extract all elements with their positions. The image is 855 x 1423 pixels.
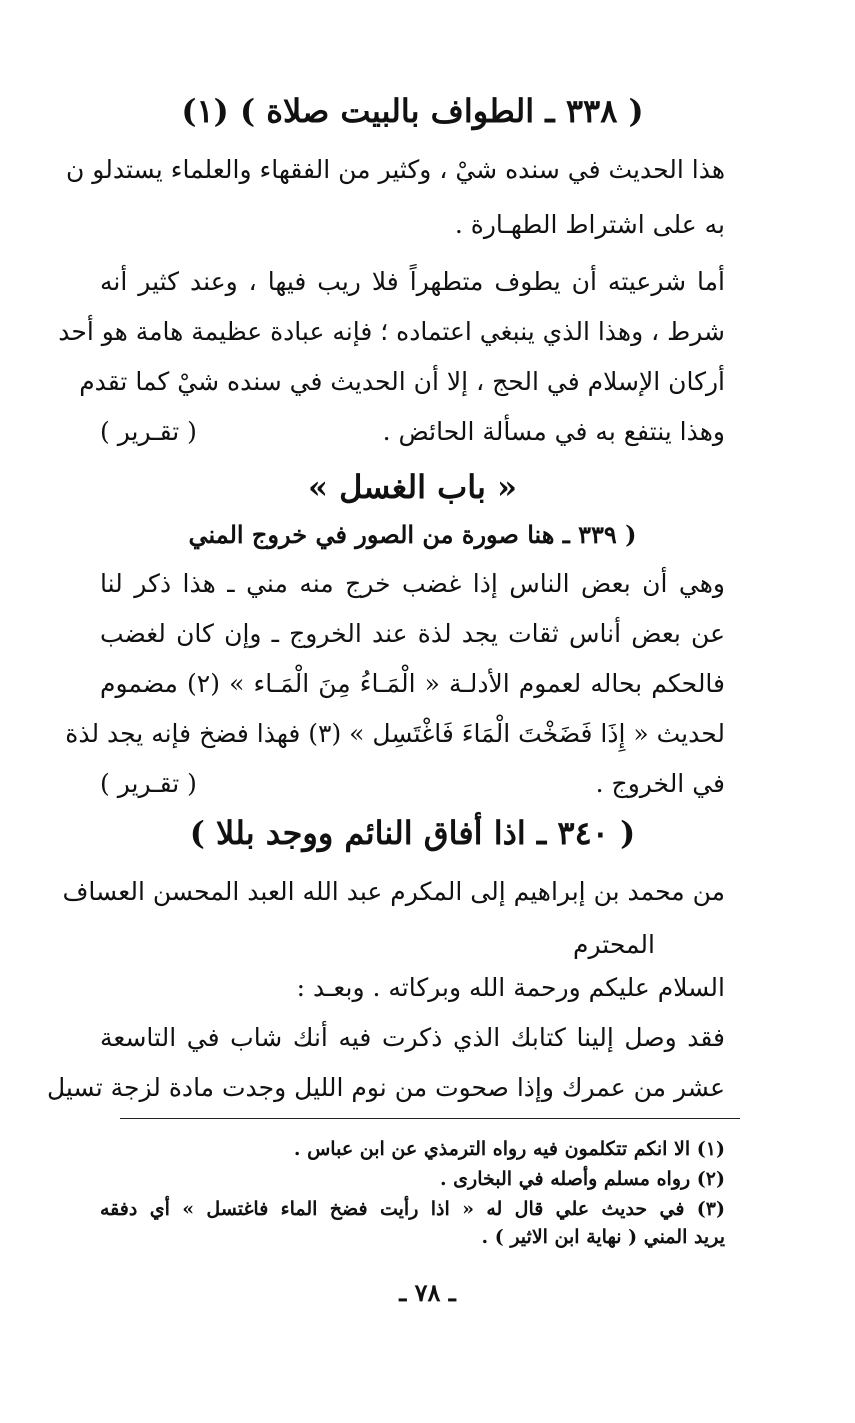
paragraph-1-line-2: به على اشتراط الطهـارة . <box>454 210 725 239</box>
heading-338: ( ٣٣٨ ـ الطواف بالبيت صلاة ) (١) <box>181 92 644 130</box>
paragraph-1-line-1: هذا الحديث في سنده شيْ ، وكثير من الفقهاء والعلماء يستدلو ن <box>66 155 725 184</box>
footnote-3-line-2: يريد المني ( نهاية ابن الاثير ) . <box>481 1226 725 1248</box>
paragraph-3-line-5 <box>100 764 725 804</box>
paragraph-2-line-2: شرط ، وهذا الذي ينبغي اعتماده ؛ فإنه عبادة عظيمة هامة هو أحد <box>58 317 725 346</box>
page-number: ـ ٧٨ ـ <box>399 1278 456 1307</box>
footnote-divider <box>120 1118 740 1119</box>
letter-address-line: من محمد بن إبراهيم إلى المكرم عبد الله العبد المحسن العساف <box>62 877 725 906</box>
heading-bab-al-ghusl: « باب الغسل » <box>307 468 518 506</box>
paragraph-2-line-1: أما شرعيته أن يطوف متطهراً فلا ريب فيها ، وعند كثير أنه <box>100 267 725 296</box>
paragraph-2-line-3: أركان الإسلام في الحج ، إلا أن الحديث في سنده شيْ كما تقدم <box>79 367 725 396</box>
letter-honorific: المحترم <box>573 930 655 959</box>
taqrir-citation-1: ( تقـرير ) <box>100 417 197 446</box>
footnote-3-line-1: (٣) في حديث علي قال له « اذا رأيت فضخ الماء فاغتسل » أي دفقه <box>100 1198 725 1220</box>
heading-340: ( ٣٤٠ ـ اذا أفاق النائم ووجد بللا ) <box>189 814 636 852</box>
paragraph-3-line-4: لحديث « إِذَا فَضَخْتَ الْمَاءَ فَاغْتَسِل » (٣) فهذا فضخ فإنه يجد لذة <box>65 719 725 748</box>
footnote-2: (٢) رواه مسلم وأصله في البخارى . <box>439 1168 725 1190</box>
paragraph-5-line-1: فقد وصل إلينا كتابك الذي ذكرت فيه أنك شاب في التاسعة <box>100 1023 725 1052</box>
paragraph-5-line-2: عشر من عمرك وإذا صحوت من نوم الليل وجدت مادة لزجة تسيل <box>46 1073 725 1102</box>
paragraph-2-line-4 <box>100 412 725 452</box>
paragraph-3-line-3: فالحكم بحاله لعموم الأدلـة « الْمَـاءُ مِنَ الْمَـاء » (٢) مضموم <box>100 669 726 698</box>
paragraph-3-line-1: وهي أن بعض الناس إذا غضب خرج منه مني ـ هذا ذكر لنا <box>100 569 725 598</box>
footnote-1: (١) الا انكم تتكلمون فيه رواه الترمذي عن ابن عباس . <box>293 1138 725 1160</box>
paragraph-2-line-4-text: وهذا ينتفع به في مسألة الحائض . <box>382 417 725 446</box>
letter-greeting: السلام عليكم ورحمة الله وبركاته . وبعـد : <box>296 973 725 1002</box>
taqrir-citation-2: ( تقـرير ) <box>100 769 197 798</box>
paragraph-3-line-5-text: في الخروج . <box>595 769 725 798</box>
paragraph-3-line-2: عن بعض أناس ثقات يجد لذة عند الخروج ـ وإن كان لغضب <box>100 619 725 648</box>
heading-339: ( ٣٣٩ ـ هنا صورة من الصور في خروج المني <box>188 520 637 549</box>
